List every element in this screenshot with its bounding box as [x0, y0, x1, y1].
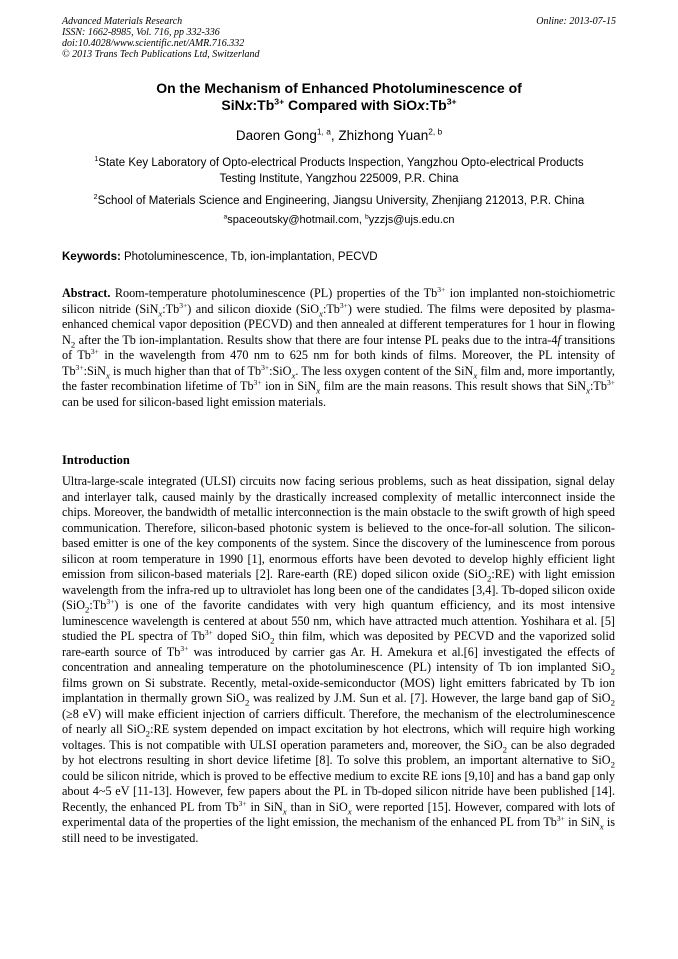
abstract-sub: x [319, 307, 323, 318]
abstract-sub: 2 [70, 338, 76, 349]
intro-text: in SiN [564, 815, 600, 829]
abstract-sup: 3+ [261, 362, 270, 372]
intro-text: thin film, which was deposited by PECVD and the vaporized solid rare-earth source of Tb [62, 629, 615, 659]
intro-text: :Tb [89, 598, 107, 612]
abstract-sub: x [291, 369, 296, 380]
abstract-label: Abstract. [62, 286, 111, 300]
abstract-sub: x [316, 385, 321, 396]
intro-sup: 3+ [106, 596, 115, 606]
email-link-a[interactable]: spaceoutsky@hotmail.com [227, 214, 359, 226]
affiliation-number: 1 [94, 155, 99, 164]
intro-sub: 2 [610, 697, 615, 708]
abstract-paragraph [62, 286, 615, 410]
intro-sub: 2 [270, 635, 275, 646]
intro-text: could be silicon nitride, which is proved to be effective medium to excite RE ions [9,10] and has a band gap only about 4~5 eV [11-13]. However, few papers about the PL in Tb-doped silicon nitride have been published [14]. Recently, the enhanced PL from Tb [62, 768, 615, 814]
intro-sub: 2 [610, 759, 615, 770]
intro-sub: x [282, 805, 287, 816]
title-text: SiN [221, 97, 245, 113]
abstract-italic: f [557, 332, 561, 347]
intro-text: Ultra-large-scale integrated (ULSI) circuits now facing serious problems, such as heat dissipation, signal delay and interlayer talk, caused mainly by the drastically increased complexity of metallic interconnect inside the chips. Moreover, the bandwidth of metallic interconnection is the main obstacle to the swift growth of high speed communication. Therefore, silicon-based photonic system is believed to the once-for-all solution. The silicon-based emitter is one of the key components of the system. Since the discovery of the luminescence from porous silicon at room temperature in 1990 [1], enormous efforts have been devoted to develop highly efficient light emission from silicon-based materials [2]. Rare-earth (RE) doped silicon oxide (SiO [62, 474, 615, 581]
abstract-text: is much higher than that of Tb [109, 363, 262, 378]
abstract-sup: 3+ [90, 346, 99, 356]
author-separator: , [330, 128, 339, 143]
author-1: Daoren Gong [235, 128, 317, 143]
abstract-text: ) and silicon dioxide (SiO [187, 301, 320, 316]
abstract-text: after the Tb ion-implantation. Results show that there are four intense PL peaks due to the intra-4 [75, 332, 558, 347]
title-text: :Tb [424, 97, 447, 113]
email-mark: b [364, 213, 369, 221]
abstract-text: :SiO [269, 363, 292, 378]
email-separator: , [358, 214, 365, 226]
affiliation-text: School of Materials Science and Engineering, Jiangsu University, Zhenjiang 212013, P.R. China [97, 195, 585, 207]
author-2-affil: 2, b [428, 126, 443, 137]
intro-sub: 2 [244, 697, 250, 708]
intro-text: (≥8 eV) will make efficient injection of carriers difficult. Therefore, the mechanism of the electroluminescence of nearly all SiO [62, 706, 615, 736]
journal-name: Advanced Materials Research [62, 16, 183, 27]
abstract-sub: x [105, 369, 110, 380]
title-text: x [244, 97, 253, 113]
intro-text: can be also degraded by hot electrons resulting in short device lifetime [8]. To solve this problem, an important alternative to SiO [62, 737, 615, 767]
abstract-text: transitions of Tb [62, 332, 615, 362]
affiliation-number: 2 [93, 193, 98, 202]
affiliation-1-line-1 [60, 155, 618, 171]
intro-sub: x [599, 821, 604, 832]
email-line [40, 213, 638, 227]
abstract-text: :Tb [162, 301, 180, 316]
email-mark: a [223, 213, 228, 221]
keywords [62, 250, 618, 264]
title-line-2 [40, 97, 638, 114]
abstract-sup: 3+ [437, 284, 446, 294]
keywords-label: Keywords: [62, 251, 121, 263]
intro-sup: 3+ [180, 643, 189, 653]
intro-sup: 3+ [238, 798, 247, 808]
issn-line: ISSN: 1662-8985, Vol. 716, pp 332-336 [62, 27, 220, 38]
abstract-text: in the wavelength from 470 nm to 625 nm for both kinds of films. Moreover, the PL intensity of Tb [62, 348, 615, 378]
section-heading-introduction: Introduction [62, 453, 130, 467]
copyright-line: © 2013 Trans Tech Publications Ltd, Switzerland [62, 49, 260, 60]
intro-text: was introduced by carrier gas Ar. H. Amekura et al.[6] investigated the effects of concentration and annealing temperature on the photoluminescence (PL) intensity of Tb ion implanted SiO [62, 644, 615, 674]
abstract-text: ) were studied. The films were deposited by plasma-enhanced chemical vapor deposition (PECVD) and then annealed at different temperatures for 1 hour in flowing N [62, 301, 615, 347]
abstract-sup: 3+ [339, 300, 348, 310]
title-sup: 3+ [274, 96, 285, 107]
abstract-text: . The less oxygen content of the SiN [295, 363, 474, 378]
intro-sub: 2 [145, 728, 151, 739]
intro-sub: x [347, 805, 352, 816]
title-text: :Tb [252, 97, 275, 113]
intro-text: than in SiO [286, 799, 348, 814]
abstract-text: ion in SiN [261, 379, 317, 393]
abstract-sup: 3+ [253, 377, 262, 387]
abstract-text: can be used for silicon-based light emission materials. [62, 394, 326, 409]
abstract-sup: 3+ [179, 300, 188, 310]
abstract-text: ion implanted non-stoichiometric silicon nitride (SiN [62, 286, 615, 316]
title-text: x [417, 97, 425, 113]
abstract-text: Room-temperature photoluminescence (PL) properties of the Tb [110, 286, 438, 300]
journal-header [62, 16, 260, 60]
intro-text: in SiN [246, 799, 283, 814]
paper-title [40, 80, 638, 114]
affiliation-1 [60, 155, 618, 187]
abstract-text: :SiN [83, 363, 106, 378]
intro-text: is still need to be investigated. [62, 815, 616, 845]
affiliation-text: State Key Laboratory of Opto-electrical Products Inspection, Yangzhou Opto-electrical Products [98, 157, 584, 169]
online-date: Online: 2013-07-15 [536, 16, 616, 27]
intro-text: doped SiO [212, 629, 271, 643]
title-text: Compared with SiO [284, 97, 418, 113]
intro-sub: 2 [85, 604, 90, 615]
affiliation-2 [60, 193, 618, 209]
intro-text: were reported [15]. However, compared with lots of experimental data of the properties of the light emission, the mechanism of the enhanced PL from Tb [62, 799, 615, 829]
author-1-affil: 1, a [316, 126, 331, 137]
doi-line: doi:10.4028/www.scientific.net/AMR.716.332 [62, 38, 245, 49]
abstract-text: :Tb [590, 379, 607, 393]
intro-text: :RE system depended on impact excitation by hot electrons, which will require high working voltages. This is not compatible with ULSI operation parameters and, moreover, the SiO [62, 722, 615, 752]
abstract-sub: x [473, 369, 478, 380]
intro-text: films grown on Si substrate. Recently, metal-oxide-semiconductor (MOS) light emitters fabricated by Tb ion implantation in thermally grown SiO [62, 675, 615, 705]
intro-sup: 3+ [556, 813, 565, 823]
abstract-sub: x [158, 307, 163, 318]
abstract-sub: x [586, 385, 591, 396]
keywords-text: Photoluminescence, Tb, ion-implantation, PECVD [120, 251, 378, 263]
abstract-text: :Tb [322, 301, 340, 316]
abstract-sup: 3+ [75, 362, 84, 372]
intro-sub: 2 [610, 666, 615, 677]
email-link-b[interactable]: yzzjs@ujs.edu.cn [368, 214, 455, 226]
abstract-sup: 3+ [606, 377, 615, 387]
title-sup: 3+ [446, 96, 457, 107]
intro-sub: 2 [486, 573, 492, 584]
title-line-1: On the Mechanism of Enhanced Photoluminescence of [156, 80, 522, 96]
intro-text: was realized by J.M. Sun et al. [7]. However, the large band gap of SiO [249, 691, 611, 705]
affiliation-1-line-2: Testing Institute, Yangzhou 225009, P.R. China [219, 173, 459, 185]
introduction-paragraph [62, 474, 615, 846]
intro-text: ) is one of the favorite candidates with very high quantum efficiency, and its most intensive luminescence wavelength is centered at about 550 nm, which have attracted much attention. Yoshihara et al. [5] studied the PL spectra of Tb [62, 598, 615, 643]
abstract-text: film are the main reasons. This result shows that SiN [320, 379, 587, 393]
abstract-text: film and, more importantly, the faster recombination lifetime of Tb [62, 363, 615, 393]
intro-text: :RE) with light emission wavelength from the infra-red up to ultraviolet has long been one of the candidates [3,4]. Tb-doped silicon oxide (SiO [62, 567, 615, 612]
author-list [40, 128, 638, 144]
intro-sup: 3+ [204, 627, 213, 637]
author-2: Zhizhong Yuan [338, 128, 429, 143]
intro-sub: 2 [502, 743, 508, 754]
